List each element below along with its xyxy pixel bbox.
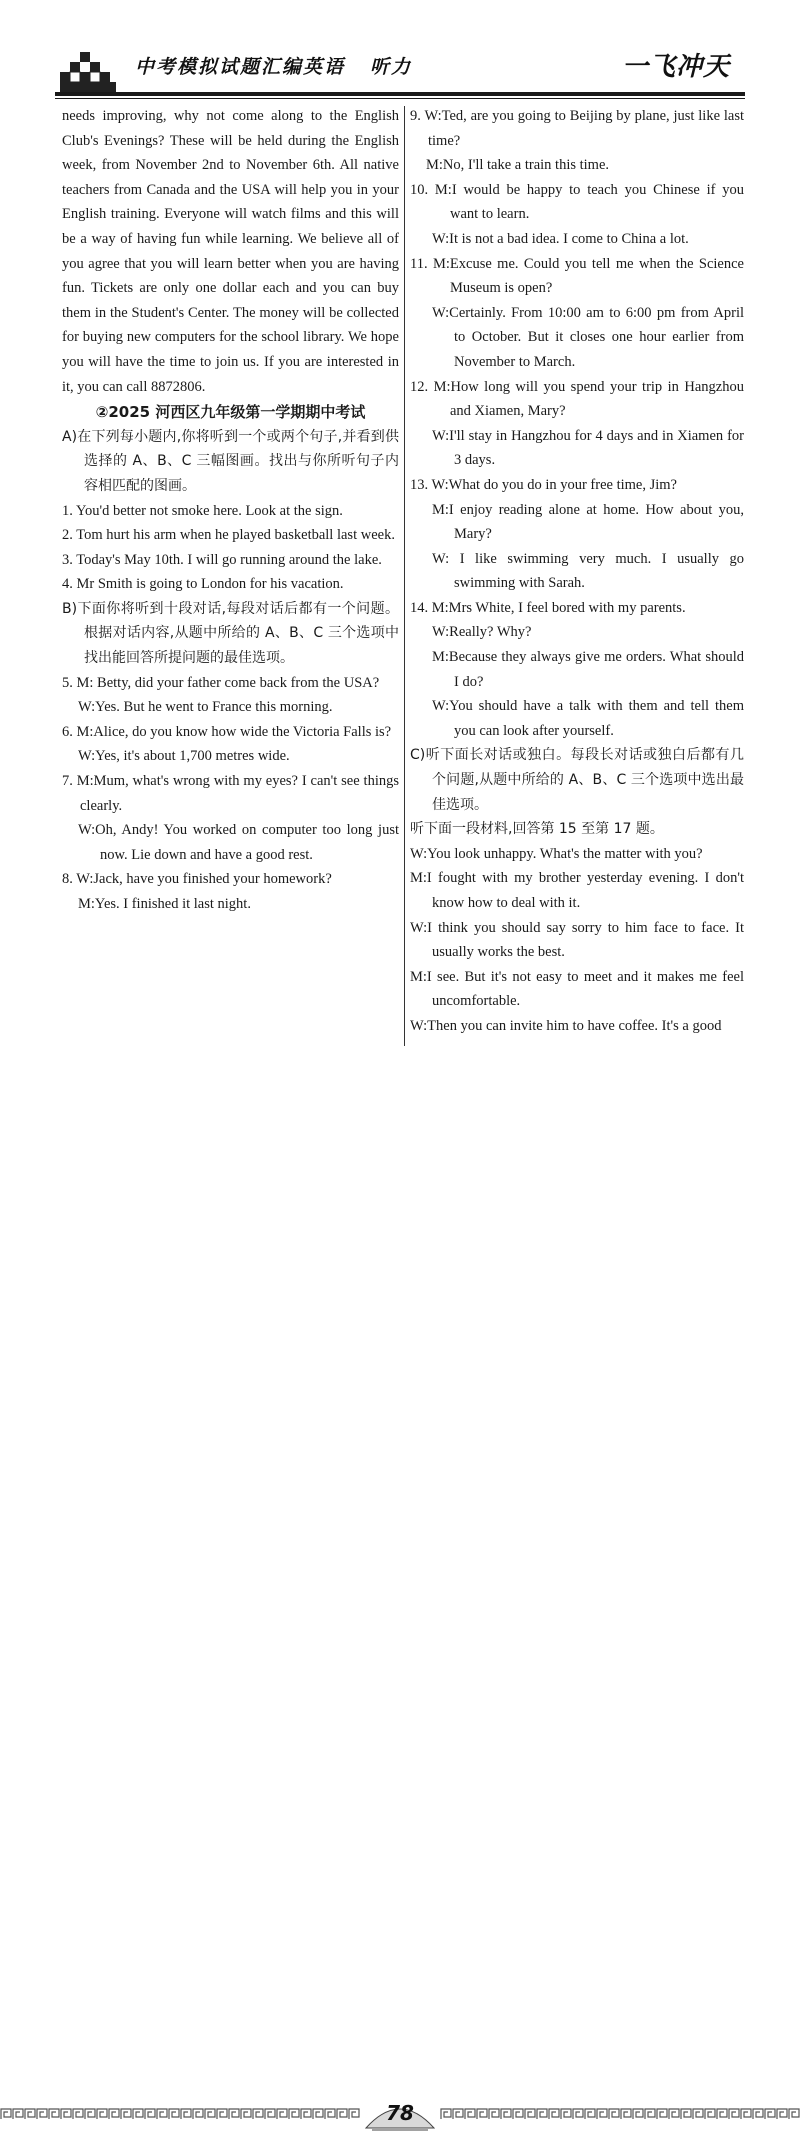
part-c-instructions: C)听下面长对话或独白。每段长对话或独白后都有几个问题,从题中所给的 A、B、C 三个选项中选出最佳选项。 xyxy=(410,747,744,813)
question-12-line-1: 12. M:How long will you spend your trip in Hangzhou and Xiamen, Mary? xyxy=(410,378,744,420)
question-12-line-2: W:I'll stay in Hangzhou for 4 days and in Xiamen for 3 days. xyxy=(432,427,744,469)
page-number: 78 xyxy=(386,2101,414,2125)
question-7-line-1: 7. M:Mum, what's wrong with my eyes? I can't see things clearly. xyxy=(62,773,399,814)
column-divider xyxy=(404,106,405,1046)
question-14-line-4: W:You should have a talk with them and tell them you can look after yourself. xyxy=(432,698,744,739)
dialogue-line-4: M:I see. But it's not easy to meet and it makes me feel uncomfortable. xyxy=(410,968,744,1010)
page-header xyxy=(0,0,800,100)
part-a-instructions: A)在下列每小题内,你将听到一个或两个句子,并看到供选择的 A、B、C 三幅图画。找出与你所听句子内容相匹配的图画。 xyxy=(62,428,399,494)
book-title: 中考模拟试题汇编英语 xyxy=(135,56,346,78)
question-4: 4. Mr Smith is going to London for his vacation. xyxy=(62,576,344,593)
right-column xyxy=(410,104,744,1039)
footer-pattern-right xyxy=(440,2108,800,2120)
question-14-line-1: 14. M:Mrs White, I feel bored with my parents. xyxy=(410,599,686,616)
checkerboard-logo-icon xyxy=(60,48,116,92)
question-14-line-2: W:Really? Why? xyxy=(432,624,532,641)
dialogue-line-5: W:Then you can invite him to have coffee. It's a good xyxy=(410,1017,722,1034)
question-9-line-2: M:No, I'll take a train this time. xyxy=(426,157,610,174)
passage-intro: needs improving, why not come along to the English Club's Evenings? These will be held during the English week, from November 2nd to November 6th. All native teachers from Canada and the USA will help you in your English training. Everyone will watch films and this will be a way of having fun while learning. We believe all of you agree that you will learn better when you are having fun. Tickets are only one dollar each and you can buy them in the Student's Center. The money will be collected for buying new computers for the school library. We hope you will have the time to join us. If you are interested in it, you can call 8872806. xyxy=(62,108,399,395)
brand-logo: 一飞冲天 xyxy=(622,52,731,82)
question-10-line-2: W:It is not a bad idea. I come to China a lot. xyxy=(432,230,689,247)
dialogue-line-3: W:I think you should say sorry to him face to face. It usually works the best. xyxy=(410,919,744,961)
question-10-line-1: 10. M:I would be happy to teach you Chinese if you want to learn. xyxy=(410,181,744,223)
question-9-line-1: 9. W:Ted, are you going to Beijing by plane, just like last time? xyxy=(410,108,744,149)
question-8-line-2: M:Yes. I finished it last night. xyxy=(78,896,251,912)
question-2: 2. Tom hurt his arm when he played basketball last week. xyxy=(62,527,395,544)
question-13-line-3: W: I like swimming very much. I usually go swimming with Sarah. xyxy=(432,550,744,592)
question-11-line-2: W:Certainly. From 10:00 am to 6:00 pm from April to October. But it closes one hour earlier from November to March. xyxy=(432,304,744,370)
dialogue-line-1: W:You look unhappy. What's the matter with you? xyxy=(410,845,703,862)
header-rule-thin xyxy=(55,98,745,99)
dialogue-line-2: M:I fought with my brother yesterday evening. I don't know how to deal with it. xyxy=(410,870,744,911)
section-title: ②2025 河西区九年级第一学期期中考试 xyxy=(95,403,366,422)
question-8-line-1: 8. W:Jack, have you finished your homework? xyxy=(62,871,332,888)
listen-note: 听下面一段材料,回答第 15 至第 17 题。 xyxy=(410,821,664,838)
question-11-line-1: 11. M:Excuse me. Could you tell me when the Science Museum is open? xyxy=(410,255,744,297)
part-b-instructions: B)下面你将听到十段对话,每段对话后都有一个问题。根据对话内容,从题中所给的 A、B、C 三个选项中找出能回答所提问题的最佳选项。 xyxy=(62,600,399,667)
question-1: 1. You'd better not smoke here. Look at the sign. xyxy=(62,502,343,519)
question-13-line-2: M:I enjoy reading alone at home. How about you, Mary? xyxy=(432,501,744,543)
question-13-line-1: 13. W:What do you do in your free time, Jim? xyxy=(410,476,677,493)
footer-pattern-left xyxy=(0,2108,360,2120)
page-footer xyxy=(0,1048,800,2125)
header-rule xyxy=(55,92,745,96)
question-6-line-2: W:Yes, it's about 1,700 metres wide. xyxy=(78,748,290,765)
question-5-line-2: W:Yes. But he went to France this morning. xyxy=(78,699,333,716)
book-subtitle: 听力 xyxy=(370,56,413,78)
question-3: 3. Today's May 10th. I will go running around the lake. xyxy=(62,551,382,568)
question-14-line-3: M:Because they always give me orders. What should I do? xyxy=(432,649,744,690)
question-7-line-2: W:Oh, Andy! You worked on computer too long just now. Lie down and have a good rest. xyxy=(78,822,399,863)
left-column xyxy=(62,104,399,917)
question-6-line-1: 6. M:Alice, do you know how wide the Victoria Falls is? xyxy=(62,723,392,740)
question-5-line-1: 5. M: Betty, did your father come back from the USA? xyxy=(62,674,380,691)
